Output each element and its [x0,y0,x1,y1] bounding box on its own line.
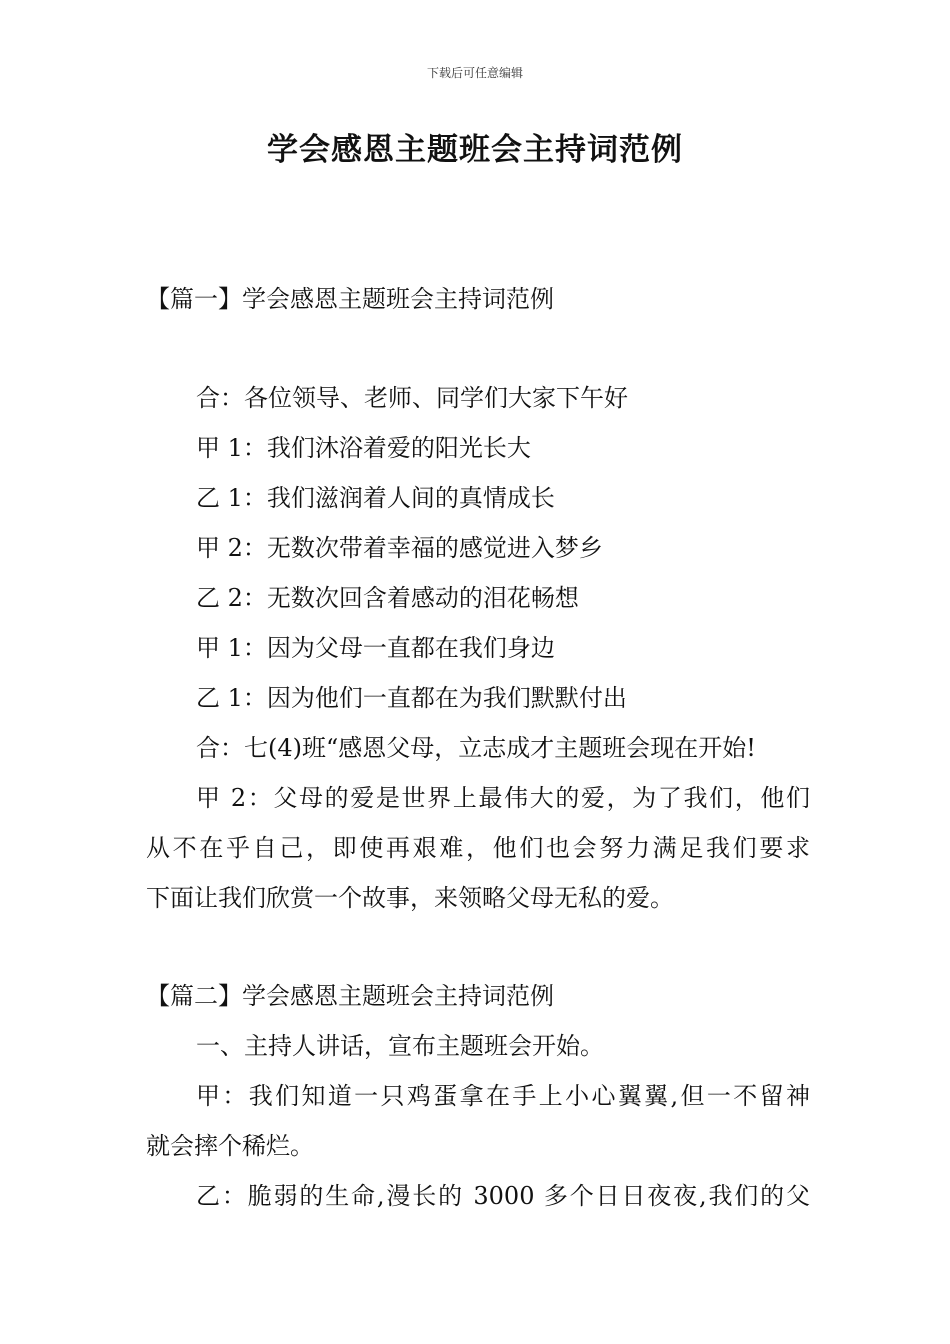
dialogue-line: 甲 2：无数次带着幸福的感觉进入梦乡 [196,534,603,562]
dialogue-line: 合：七(4)班“感恩父母，立志成才主题班会现在开始! [196,734,756,762]
paragraph-line: 乙：脆弱的生命,漫长的 3000 多个日日夜夜,我们的父 [196,1182,810,1210]
dialogue-line: 甲 1：因为父母一直都在我们身边 [196,634,555,662]
paragraph-line: 就会摔个稀烂。 [146,1132,314,1160]
page-header-note: 下载后可任意编辑 [426,66,523,80]
dialogue-line: 合：各位领导、老师、同学们大家下午好 [196,384,628,412]
paragraph-line: 甲：我们知道一只鸡蛋拿在手上小心翼翼,但一不留神 [196,1082,810,1110]
dialogue-line: 甲 1：我们沐浴着爱的阳光长大 [196,434,531,462]
dialogue-line: 乙 1：我们滋润着人间的真情成长 [196,484,555,512]
paragraph-line: 从不在乎自己，即使再艰难，他们也会努力满足我们要求 [146,834,810,862]
paragraph-line: 甲 2：父母的爱是世界上最伟大的爱，为了我们，他们 [196,784,810,812]
section-2-heading: 【篇二】学会感恩主题班会主持词范例 [146,982,554,1010]
paragraph-line: 下面让我们欣赏一个故事，来领略父母无私的爱。 [146,884,674,912]
document-title: 学会感恩主题班会主持词范例 [267,132,683,168]
section-1-heading: 【篇一】学会感恩主题班会主持词范例 [146,285,554,313]
list-item: 一、主持人讲话，宣布主题班会开始。 [196,1032,604,1060]
dialogue-line: 乙 2：无数次回含着感动的泪花畅想 [196,584,579,612]
dialogue-line: 乙 1：因为他们一直都在为我们默默付出 [196,684,627,712]
